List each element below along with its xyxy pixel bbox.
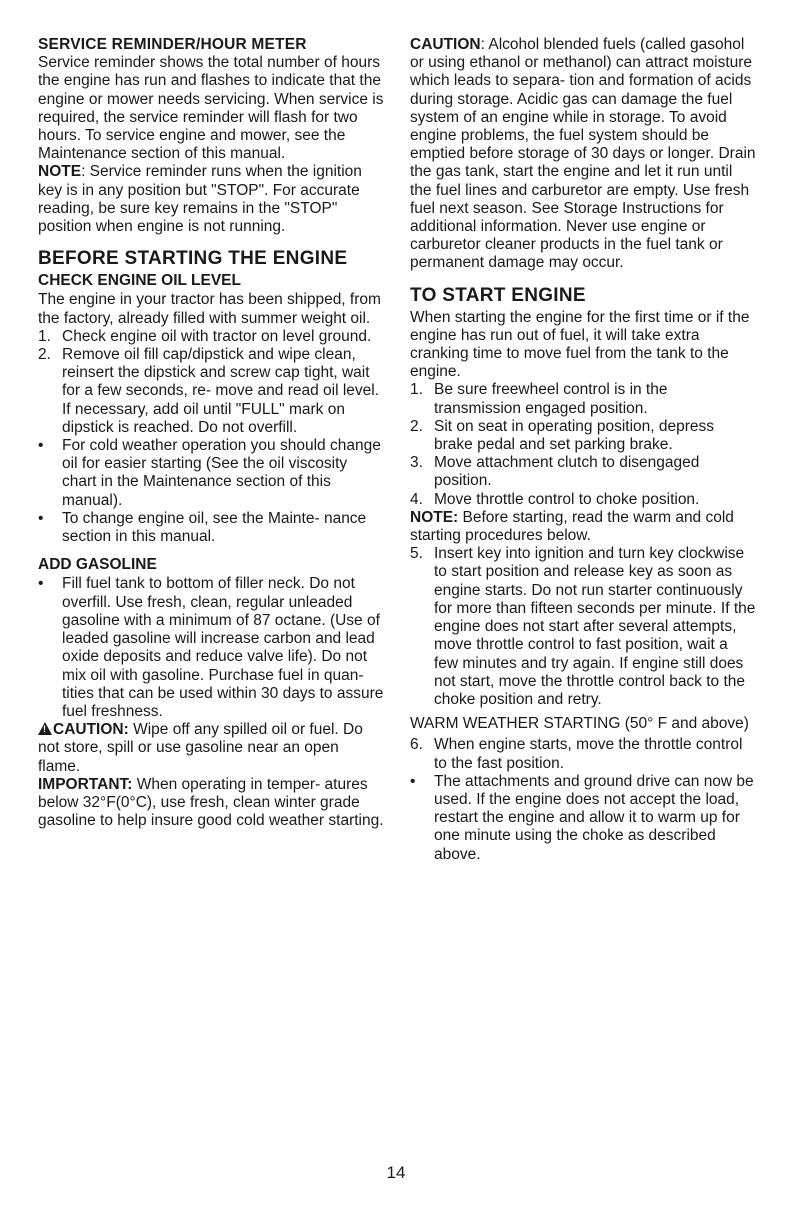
- oil-intro: The engine in your tractor has been shipped, from the factory, already filled with summer weight oil.: [38, 291, 381, 327]
- list-item: [410, 381, 756, 417]
- add-gasoline-heading: ADD GASOLINE: [38, 556, 157, 574]
- start-intro: When starting the engine for the first time or if the engine has run out of fuel, it will take extra cranking time to move fuel from the tank to the engine.: [410, 308, 750, 381]
- list-marker: 1.: [38, 327, 51, 345]
- bullet-marker: •: [38, 437, 44, 455]
- list-item: [410, 773, 756, 864]
- note-label: NOTE:: [410, 508, 459, 526]
- list-text: Fill fuel tank to bottom of filler neck. Do not overfill. Use fresh, clean, regular unleaded gasoline with a minimum of 87 octane. (Use of leaded gasoline will increase carbon and lead oxide deposits and reduce valve life). Do not mix oil with gasoline. Purchase fuel in quan- tities that can be used within 30 days to assure fuel freshness.: [62, 575, 384, 720]
- caution-label: CAUTION: [410, 36, 481, 53]
- before-starting-heading: BEFORE STARTING THE ENGINE: [38, 248, 348, 270]
- service-reminder-text: Service reminder shows the total number of hours the engine has run and flashes to indicate that the engine or mower needs servicing. When service is required, the service reminder will flash for two hours. To service engine and mower, see the Maintenance section of this manual.: [38, 54, 384, 163]
- bullet-marker: •: [38, 509, 44, 527]
- list-item: [38, 575, 384, 721]
- list-text: Move attachment clutch to disengaged position.: [434, 454, 700, 490]
- list-text: For cold weather operation you should change oil for easier starting (See the oil viscosity chart in the Maintenance section of this manual).: [62, 437, 381, 509]
- right-column: [410, 36, 756, 864]
- service-reminder-heading: SERVICE REMINDER/HOUR METER: [38, 36, 307, 53]
- caution-text: Wipe off any spilled oil or fuel. Do not store, spill or use gasoline near an open flame.: [38, 721, 363, 775]
- note-label: NOTE: [38, 163, 82, 181]
- list-item: [38, 510, 384, 546]
- warm-weather-heading: WARM WEATHER STARTING (50° F and above): [410, 715, 749, 733]
- warning-icon: [38, 722, 52, 735]
- start-steps: [410, 381, 756, 508]
- list-text: Sit on seat in operating position, depress brake pedal and set parking brake.: [434, 417, 715, 454]
- list-text: Remove oil fill cap/dipstick and wipe clean, reinsert the dipstick and screw cap tight, wait for a few seconds, re- move and read oil level. If necessary, add oil until "FULL" mark on dipstick is reached. Do not overfill.: [62, 346, 380, 436]
- start-note: [410, 509, 756, 545]
- service-note: [38, 163, 384, 236]
- list-item: [38, 346, 384, 437]
- caution-text: : Alcohol blended fuels (called gasohol or using ethanol or methanol) can attract moisture which leads to separa- tion and formation of acids during storage. Acidic gas can damage the fuel system of an engine while in storage. To avoid engine problems, the fuel system should be emptied before storage of 30 days or longer. Drain the gas tank, start the engine and let it run until the fuel lines and carburetor are empty. Use fresh fuel next season. See Storage Instructions for additional information. Never use engine or carburetor cleaner products in the fuel tank or permanent damage may occur.: [410, 36, 756, 272]
- note-text: : Service reminder runs when the ignition key is in any position but "STOP". For accurate reading, be sure key remains in the "STOP" position when engine is not running.: [38, 163, 362, 236]
- list-text: Be sure freewheel control is in the transmission engaged position.: [434, 381, 668, 417]
- list-marker: 1.: [410, 381, 423, 399]
- page-number: 14: [386, 1163, 406, 1182]
- list-text: When engine starts, move the throttle control to the fast position.: [434, 736, 743, 772]
- list-text: The attachments and ground drive can now be used. If the engine does not accept the load, restart the engine and allow it to warm up for one minute using the choke as described above.: [434, 772, 754, 863]
- important-text: When operating in temper- atures below 32°F(0°C), use fresh, clean winter grade gasoline to help insure good cold weather starting.: [38, 775, 384, 830]
- bullet-marker: •: [410, 772, 416, 790]
- list-item: [410, 418, 756, 454]
- caution-label: CAUTION:: [53, 721, 129, 739]
- list-text: To change engine oil, see the Mainte- nance section in this manual.: [62, 509, 367, 546]
- list-marker: 6.: [410, 736, 423, 754]
- check-oil-heading: CHECK ENGINE OIL LEVEL: [38, 272, 241, 290]
- alcohol-caution: [410, 36, 756, 273]
- list-text: Insert key into ignition and turn key clockwise to start position and release key as soon as engine starts. Do not run starter continuously for more than fifteen seconds per minute. If the engine does not start after several attempts, move throttle control to fast position, wait a few minutes and try again. If engine still does not start, move the throttle control back to the choke position and retry.: [434, 545, 756, 708]
- important-label: IMPORTANT:: [38, 775, 133, 793]
- list-item: [410, 736, 756, 772]
- note-text: Before starting, read the warm and cold starting procedures below.: [410, 508, 734, 545]
- oil-list: [38, 328, 384, 546]
- bullet-marker: •: [38, 575, 44, 593]
- important-paragraph: [38, 776, 384, 831]
- start-engine-heading: TO START ENGINE: [410, 284, 586, 306]
- list-text: Move throttle control to choke position.: [434, 490, 700, 508]
- list-marker: 3.: [410, 454, 423, 472]
- list-marker: 4.: [410, 490, 423, 508]
- list-item: [410, 454, 756, 490]
- caution-paragraph: [38, 721, 384, 776]
- list-text: Check engine oil with tractor on level ground.: [62, 327, 372, 345]
- list-item: [38, 437, 384, 510]
- list-marker: 2.: [38, 346, 51, 364]
- list-item: [38, 328, 384, 346]
- left-column: [38, 36, 384, 830]
- list-item: [410, 545, 756, 709]
- list-item: [410, 491, 756, 509]
- list-marker: 5.: [410, 545, 423, 563]
- list-marker: 2.: [410, 417, 423, 435]
